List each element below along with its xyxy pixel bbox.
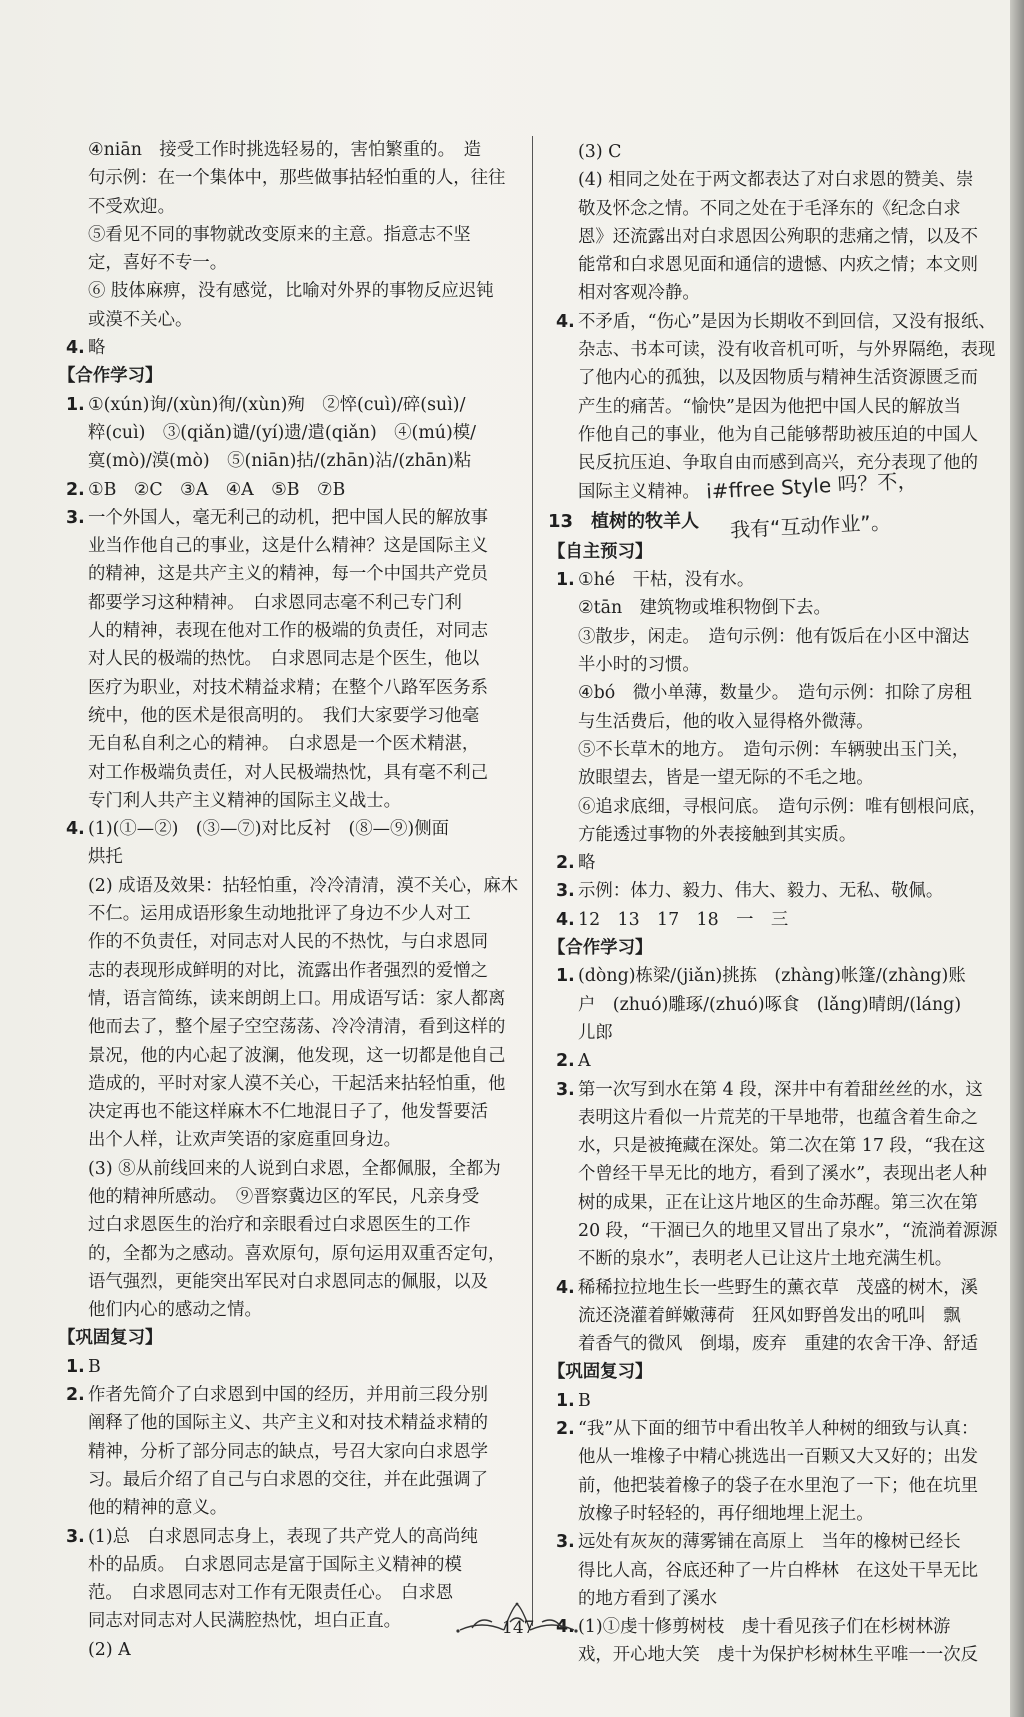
line-text: ④bó 微小单薄，数量少。 造句示例：扣除了房租 [578, 683, 972, 704]
line-text: 他们内心的感动之情。 [88, 1300, 262, 1321]
right-column-line [548, 1245, 1020, 1273]
line-text: 半小时的习惯。 [578, 655, 700, 676]
item-number: 4. [556, 909, 575, 930]
right-column-line [548, 1274, 1020, 1302]
line-text: 放眼望去，皆是一望无际的不毛之地。 [578, 768, 874, 789]
item-number: 4. [556, 1277, 575, 1298]
left-column-line [58, 928, 526, 956]
left-column-line [58, 164, 526, 192]
line-text: 【巩固复习】 [548, 1362, 653, 1383]
line-text: 前，他把装着橡子的袋子在水里泡了一下；他在坑里 [578, 1475, 978, 1496]
right-column-line [548, 1076, 1020, 1104]
left-column-line [58, 1013, 526, 1041]
line-text: 他从一堆橡子中精心挑选出一百颗又大又好的；出发 [578, 1447, 978, 1468]
line-text: 朴的品质。 白求恩同志是富于国际主义精神的模 [88, 1554, 462, 1575]
line-text: 【合作学习】 [58, 366, 163, 387]
right-column-line [548, 308, 1020, 336]
right-column-line [548, 336, 1020, 364]
right-column-line [548, 1641, 1020, 1669]
line-text: 作他自己的事业，他为自己能够帮助被压迫的中国人 [578, 424, 978, 445]
left-column-line [58, 787, 526, 815]
line-text: ①hé 干枯，没有水。 [578, 570, 755, 591]
left-column-line [58, 532, 526, 560]
line-text: 能常和白求恩见面和通信的遗憾、内疚之情；本文则 [578, 255, 978, 276]
right-column-line [548, 736, 1020, 764]
item-number: 3. [66, 1526, 85, 1547]
left-column-line [58, 1494, 526, 1522]
left-column-line [58, 221, 526, 249]
line-text: 不仁。运用成语形象生动地批评了身边不少人对工 [88, 904, 471, 925]
line-text: (3) C [578, 142, 622, 162]
line-text: ①B ②C ③A ④A ⑤B ⑦B [88, 479, 346, 500]
right-column-line [548, 764, 1020, 792]
line-text: 他的精神所感动。 ⑨晋察冀边区的军民，凡亲身受 [88, 1186, 480, 1207]
right-column-line [548, 195, 1020, 223]
line-text: 【自主预习】 [548, 541, 653, 562]
line-text: 远处有灰灰的薄雾铺在高原上 当年的橡树已经长 [578, 1532, 961, 1553]
line-text: ⑥ 肢体麻痹，没有感觉，比喻对外界的事物反应迟钝 [88, 281, 494, 302]
line-text: 【巩固复习】 [58, 1328, 163, 1349]
line-text: 作者先简介了白求恩到中国的经历，并用前三段分别 [88, 1385, 488, 1406]
left-column-line [58, 136, 526, 164]
line-text: 个曾经干旱无比的地方，看到了溪水”，表现出老人种 [578, 1164, 987, 1185]
left-column-line [58, 277, 526, 305]
item-number: 3. [556, 1079, 575, 1100]
line-text: 统中，他的医术是很高明的。 我们大家要学习他毫 [88, 705, 480, 726]
line-text: 过白求恩医生的治疗和亲眼看过白求恩医生的工作 [88, 1215, 471, 1236]
left-column-line [58, 1183, 526, 1211]
line-text: 略 [578, 853, 596, 874]
line-text: ④niān 接受工作时挑选轻易的，害怕繁重的。 造 [88, 140, 482, 160]
item-number: 1. [556, 966, 575, 987]
right-column [548, 138, 1020, 1670]
line-text: 着香气的微风 倒塌，废弃 重建的农舍干净、舒适 [578, 1334, 978, 1355]
left-column-line [58, 1409, 526, 1437]
line-text: 略 [88, 338, 106, 359]
line-text: 戏，开心地大笑 虔十为保护杉树林生平唯一一次反 [578, 1645, 978, 1666]
right-column-line [548, 166, 1020, 194]
page-number: 147 [502, 1618, 535, 1638]
line-text: B [578, 1390, 591, 1411]
left-column-line [58, 1098, 526, 1126]
line-text: 志的表现形成鲜明的对比，流露出作者强烈的爱憎之 [88, 960, 488, 981]
book-spine-shadow [1010, 0, 1024, 1717]
left-column-line [58, 872, 526, 900]
left-column-line [58, 1324, 526, 1352]
right-column-line [548, 1443, 1020, 1471]
left-column-line [58, 759, 526, 787]
line-text: 敬及怀念之情。不同之处在于毛泽东的《纪念白求 [578, 198, 961, 219]
right-column-line [548, 251, 1020, 279]
column-divider [532, 136, 533, 1626]
right-column-line [548, 1613, 1020, 1641]
left-column-line [58, 674, 526, 702]
line-text: 习。最后介绍了自己与白求恩的交往，并在此强调了 [88, 1469, 488, 1490]
line-text: 民反抗压迫、争取自由而感到高兴，充分表现了他的 [578, 453, 978, 474]
line-text: 产生的痛苦。“愉快”是因为他把中国人民的解放当 [578, 396, 961, 417]
line-text: ①(xún)询/(xùn)徇/(xùn)殉 ②悴(cuì)/碎(suì)/ [88, 394, 466, 415]
line-text: 第一次写到水在第 4 段，深井中有着甜丝丝的水，这 [578, 1079, 983, 1100]
line-text: 12 13 17 18 一 三 [578, 909, 789, 930]
left-column-line [58, 1268, 526, 1296]
line-text: 寞(mò)/漠(mò) ⑤(niān)拈/(zhān)沾/(zhān)粘 [88, 451, 472, 472]
left-column-line [58, 419, 526, 447]
left-column-line [58, 645, 526, 673]
line-text: 国际主义精神。 [578, 481, 700, 502]
left-column-line [58, 1042, 526, 1070]
line-text: (2) A [88, 1639, 131, 1660]
line-text: 作的不负责任，对同志对人民的不热忱，与白求恩同 [88, 932, 488, 953]
line-text: 表明这片看似一片荒芜的干旱地带，也蕴含着生命之 [578, 1107, 978, 1128]
left-column-line [58, 843, 526, 871]
left-column-line [58, 560, 526, 588]
line-text: (2) 成语及效果：拈轻怕重，冷冷清清，漠不关心，麻木 [88, 875, 519, 896]
item-number: 3. [556, 1532, 575, 1553]
right-column-line [548, 1528, 1020, 1556]
handwritten-note-line-2: 我有“互动作业”。 [729, 509, 892, 543]
right-column-line [548, 934, 1020, 962]
item-number: 2. [556, 1419, 575, 1440]
left-column-line [58, 334, 526, 362]
item-number: 2. [556, 853, 575, 874]
right-column-line [548, 538, 1020, 566]
line-text: 烘托 [88, 847, 123, 868]
line-text: 或漠不关心。 [88, 309, 193, 330]
line-text: 得比人高，谷底还种了一片白桦林 在这处干旱无比 [578, 1560, 978, 1581]
right-column-line [548, 849, 1020, 877]
right-column-line [548, 1472, 1020, 1500]
line-text: 13 植树的牧羊人 [548, 510, 700, 532]
line-text: 范。 白求恩同志对工作有无限责任心。 白求恩 [88, 1583, 454, 1604]
item-number: 4. [556, 1617, 575, 1638]
handwritten-note-line-1: i#ffree Style 吗？不， [705, 468, 918, 504]
right-column-line [548, 1189, 1020, 1217]
right-column-line [548, 991, 1020, 1019]
line-text: (1)总 白求恩同志身上，表现了共产党人的高尚纯 [88, 1526, 478, 1547]
item-number: 4. [66, 819, 85, 840]
item-number: 1. [556, 570, 575, 591]
left-column-line [58, 1155, 526, 1183]
right-column-line [548, 877, 1020, 905]
line-text: 情，语言简练，读来朗朗上口。用成语写话：家人都离 [88, 988, 506, 1009]
right-column-line [548, 821, 1020, 849]
item-number: 1. [556, 1390, 575, 1411]
left-column-line [58, 1353, 526, 1381]
line-text: 流还浇灌着鲜嫩薄荷 狂风如野兽发出的吼叫 飘 [578, 1305, 961, 1326]
right-column-line [548, 1302, 1020, 1330]
item-number: 4. [556, 311, 575, 332]
line-text: (1)(①—②) (③—⑦)对比反衬 (⑧—⑨)侧面 [88, 819, 449, 840]
right-column-line [548, 1160, 1020, 1188]
line-text: (3) ⑧从前线回来的人说到白求恩，全都佩服，全都为 [88, 1158, 501, 1179]
right-column-line [548, 1047, 1020, 1075]
left-column-line [58, 617, 526, 645]
line-text: 精神，分析了部分同志的缺点，号召大家向白求恩学 [88, 1441, 488, 1462]
left-column-line [58, 900, 526, 928]
left-column-line [58, 1296, 526, 1324]
left-column-line [58, 730, 526, 758]
left-column-line [58, 1381, 526, 1409]
line-text: 水，只是被掩藏在深处。第二次在第 17 段，“我在这 [578, 1136, 986, 1157]
right-column-line [548, 793, 1020, 821]
right-column-line [548, 1104, 1020, 1132]
right-column-line [548, 1387, 1020, 1415]
item-number: 1. [66, 394, 85, 415]
line-text: 专门利人共产主义精神的国际主义战士。 [88, 790, 402, 811]
left-column-line [58, 306, 526, 334]
line-text: 造成的，平时对家人漠不关心，干起活来拈轻怕重，他 [88, 1073, 506, 1094]
right-column-line [548, 138, 1020, 166]
line-text: 出个人样，让欢声笑语的家庭重回身边。 [88, 1130, 402, 1151]
right-column-line [548, 1500, 1020, 1528]
right-column-line [548, 594, 1020, 622]
right-column-line [548, 1217, 1020, 1245]
line-text: ⑤不长草木的地方。 造句示例：车辆驶出玉门关， [578, 739, 970, 760]
right-column-line [548, 1557, 1020, 1585]
line-text: A [578, 1051, 591, 1072]
line-text: ⑥追求底细，寻根问底。 造句示例：唯有刨根问底， [578, 796, 987, 817]
left-column-line [58, 249, 526, 277]
left-column [58, 136, 526, 1664]
line-text: 树的成果，正在让这片地区的生命苏醒。第三次在第 [578, 1192, 978, 1213]
line-text: 都要学习这种精神。 白求恩同志毫不利己专门利 [88, 592, 462, 613]
line-text: ③散步，闲走。 造句示例：他有饭后在小区中溜达 [578, 626, 970, 647]
left-column-line [58, 815, 526, 843]
item-number: 3. [66, 507, 85, 528]
item-number: 4. [66, 338, 85, 359]
left-column-line [58, 447, 526, 475]
right-column-line [548, 962, 1020, 990]
line-text: 与生活费后，他的收入显得格外微薄。 [578, 711, 874, 732]
item-number: 1. [66, 1356, 85, 1377]
right-column-line [548, 1330, 1020, 1358]
right-column-line [548, 393, 1020, 421]
line-text: 景况，他的内心起了波澜，他发现，这一切都是他自己 [88, 1045, 506, 1066]
line-text: 无自私自利之心的精神。 白求恩是一个医术精湛， [88, 734, 480, 755]
line-text: 他的精神的意义。 [88, 1498, 228, 1519]
left-column-line [58, 1551, 526, 1579]
item-number: 2. [66, 479, 85, 500]
right-column-line [548, 1585, 1020, 1613]
line-text: 对人民的极端的热忱。 白求恩同志是个医生，他以 [88, 649, 480, 670]
left-column-line [58, 957, 526, 985]
left-column-line [58, 1523, 526, 1551]
line-text: 20 段，“干涸已久的地里又冒出了泉水”，“流淌着源源 [578, 1220, 998, 1241]
line-text: ②tān 建筑物或堆积物倒下去。 [578, 598, 831, 619]
line-text: 杂志、书本可读，没有收音机可听，与外界隔绝，表现 [578, 340, 996, 361]
left-column-line [58, 702, 526, 730]
left-column-line [58, 193, 526, 221]
right-column-line [548, 651, 1020, 679]
line-text: 阐释了他的国际主义、共产主义和对技术精益求精的 [88, 1413, 488, 1434]
line-text: 医疗为职业，对技术精益求精；在整个八路军医务系 [88, 677, 488, 698]
line-text: 定，喜好不专一。 [88, 253, 228, 274]
line-text: 放橡子时轻轻的，再仔细地埋上泥土。 [578, 1503, 874, 1524]
right-column-line [548, 623, 1020, 651]
line-text: (dòng)栋梁/(jiǎn)挑拣 (zhàng)帐篷/(zhàng)账 [578, 966, 966, 987]
line-text: 的，全都为之感动。喜欢原句，原句运用双重否定句， [88, 1243, 506, 1264]
line-text: 对工作极端负责任，对人民极端热忱，具有毫不利己 [88, 762, 488, 783]
left-column-line [58, 1466, 526, 1494]
line-text: (4) 相同之处在于两文都表达了对白求恩的赞美、崇 [578, 170, 974, 191]
left-column-line [58, 985, 526, 1013]
line-text: 他而去了，整个屋子空空荡荡、冷冷清清，看到这样的 [88, 1017, 506, 1038]
left-column-line [58, 1070, 526, 1098]
line-text: 同志对同志对人民满腔热忱，坦白正直。 [88, 1611, 402, 1632]
line-text: 儿郎 [578, 1022, 613, 1043]
right-column-line [548, 364, 1020, 392]
right-column-line [548, 421, 1020, 449]
right-column-line [548, 566, 1020, 594]
line-text: 稀稀拉拉地生长一些野生的薰衣草 茂盛的树木，溪 [578, 1277, 978, 1298]
line-text: 了他内心的孤独，以及因物质与精神生活资源匮乏而 [578, 368, 978, 389]
left-column-line [58, 362, 526, 390]
right-column-line [548, 1019, 1020, 1047]
left-column-line [58, 589, 526, 617]
line-text: 不受欢迎。 [88, 196, 175, 217]
item-number: 2. [66, 1385, 85, 1406]
line-text: 不矛盾，“伤心”是因为长期收不到回信，又没有报纸、 [578, 311, 996, 332]
line-text: 示例：体力、毅力、伟大、毅力、无私、敬佩。 [578, 881, 944, 902]
right-column-line [548, 1415, 1020, 1443]
line-text: 决定再也不能这样麻木不仁地混日子了，他发誓要活 [88, 1102, 488, 1123]
right-column-line [548, 708, 1020, 736]
item-number: 3. [556, 881, 575, 902]
left-column-line [58, 1211, 526, 1239]
line-text: 人的精神，表现在他对工作的极端的负责任，对同志 [88, 621, 488, 642]
line-text: 一个外国人，毫无利己的动机，把中国人民的解放事 [88, 507, 488, 528]
line-text: 【合作学习】 [548, 938, 653, 959]
right-column-line [548, 223, 1020, 251]
line-text: 业当作他自己的事业，这是什么精神？这是国际主义 [88, 536, 488, 557]
line-text: 句示例：在一个集体中，那些做事拈轻怕重的人，往往 [88, 168, 506, 189]
item-number: 2. [556, 1051, 575, 1072]
line-text: 的精神，这是共产主义的精神，每一个中国共产党员 [88, 564, 488, 585]
left-column-line [58, 1126, 526, 1154]
line-text: 户 (zhuó)雕琢/(zhuó)啄食 (lǎng)晴朗/(láng) [578, 994, 962, 1015]
line-text: 恩》还流露出对白求恩因公殉职的悲痛之情，以及不 [578, 226, 978, 247]
line-text: 语气强烈，更能突出军民对白求恩同志的佩服，以及 [88, 1271, 488, 1292]
line-text: 方能透过事物的外表接触到其实质。 [578, 824, 857, 845]
right-column-line [548, 1358, 1020, 1386]
left-column-line [58, 504, 526, 532]
right-column-line [548, 1132, 1020, 1160]
line-text: 的地方看到了溪水 [578, 1588, 718, 1609]
left-column-line [58, 1438, 526, 1466]
line-text: (1)①虔十修剪树枝 虔十看见孩子们在杉树林游 [578, 1617, 951, 1638]
line-text: B [88, 1356, 101, 1377]
line-text: 相对客观冷静。 [578, 283, 700, 304]
left-column-line [58, 476, 526, 504]
right-column-line [548, 679, 1020, 707]
right-column-line [548, 906, 1020, 934]
line-text: 粹(cuì) ③(qiǎn)谴/(yí)遗/遣(qiǎn) ④(mú)模/ [88, 422, 477, 443]
line-text: 不断的泉水”，表明老人已让这片土地充满生机。 [578, 1249, 953, 1270]
line-text: ⑤看见不同的事物就改变原来的主意。指意志不坚 [88, 224, 471, 245]
left-column-line [58, 1240, 526, 1268]
line-text: “我”从下面的细节中看出牧羊人种树的细致与认真： [578, 1419, 979, 1440]
right-column-line [548, 279, 1020, 307]
left-column-line [58, 391, 526, 419]
